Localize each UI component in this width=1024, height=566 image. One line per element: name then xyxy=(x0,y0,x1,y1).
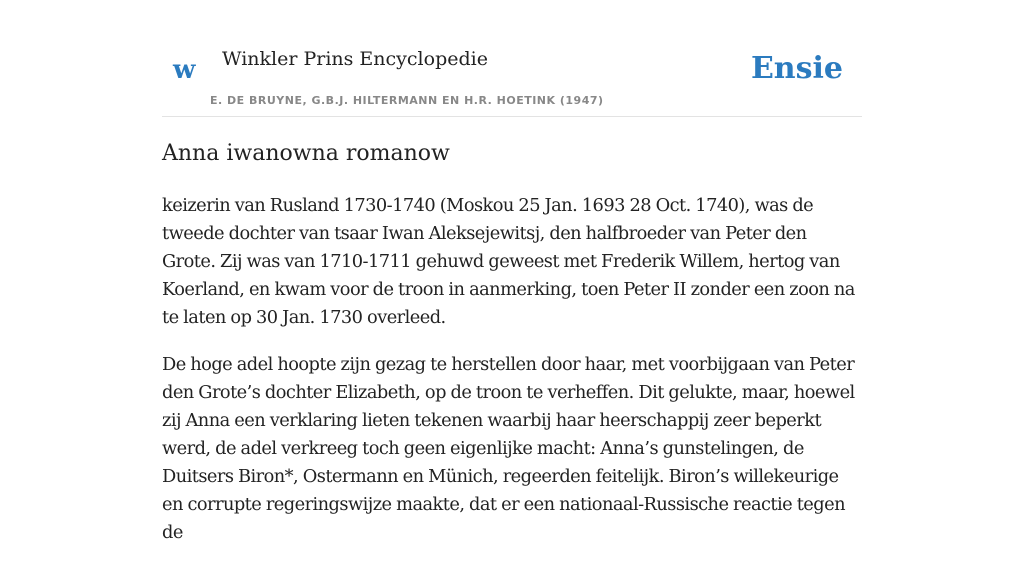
site-title[interactable]: Winkler Prins Encyclopedie xyxy=(222,48,488,70)
article-title: Anna iwanowna romanow xyxy=(162,141,450,166)
ensie-brand-link[interactable]: Ensie xyxy=(750,51,843,86)
authors-byline: E. DE BRUYNE, G.B.J. HILTERMANN EN H.R. HOETINK (1947) xyxy=(210,94,604,107)
site-logo-icon[interactable]: w xyxy=(173,55,196,85)
site-header xyxy=(162,40,862,117)
article-body xyxy=(162,192,862,566)
article-paragraph: keizerin van Rusland 1730-1740 (Moskou 25 Jan. 1693 28 Oct. 1740), was de tweede dochter van tsaar Iwan Aleksejewitsj, den halfbroeder van Peter den Grote. Zij was van 1710-1711 gehuwd geweest met Frederik Willem, hertog van Koerland, en kwam voor de troon in aanmerking, toen Peter II zonder een zoon na te laten op 30 Jan. 1730 overleed. xyxy=(162,195,855,328)
article-paragraph: De hoge adel hoopte zijn gezag te herstellen door haar, met voorbijgaan van Peter den Grote’s dochter Elizabeth, op de troon te verheffen. Dit gelukte, maar, hoewel zij Anna een verklaring lieten tekenen waarbij haar heerschappij zeer beperkt werd, de adel verkreeg toch geen eigenlijke macht: Anna’s gunstelingen, de Duitsers Biron*, Ostermann en Münich, regeerden feitelijk. Biron’s willekeurige en corrupte regeringswijze maakte, dat er een nationaal-Russische reactie tegen de xyxy=(162,354,855,543)
